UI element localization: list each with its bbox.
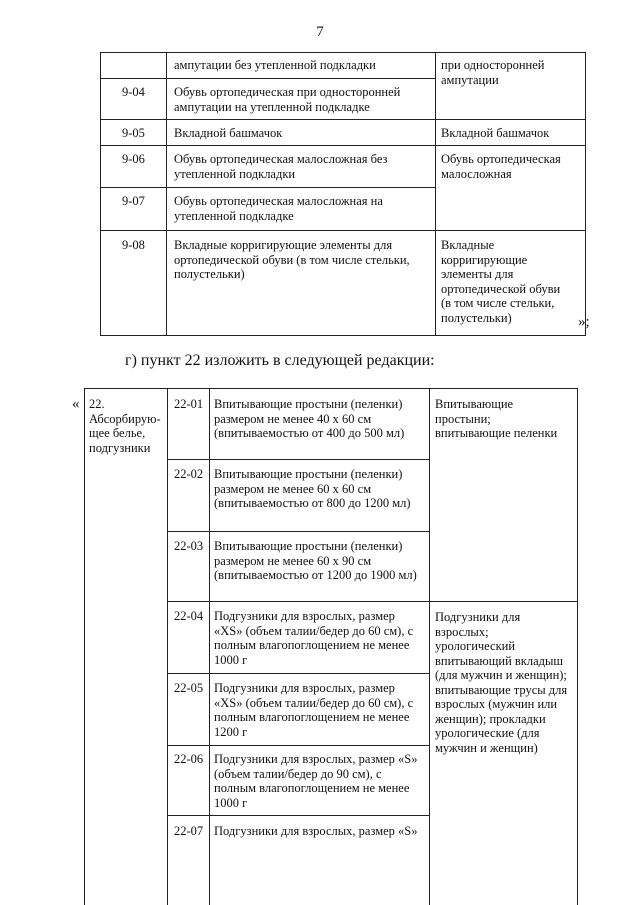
- table2-row-desc: Впитывающие простыни (пеленки) размером не менее 60 х 60 см (впитываемостью от 800 до 1200 мл): [214, 467, 411, 510]
- table1-group-label: Обувь ортопедическая малосложная: [441, 152, 561, 181]
- table1-row-code: 9-08: [122, 238, 145, 252]
- table2-row-desc: Впитывающие простыни (пеленки) размером не менее 60 х 90 см (впитываемостью от 1200 до 1900 мл): [214, 539, 417, 582]
- table1-row-desc: Обувь ортопедическая при односторонней ампутации на утепленной подкладке: [174, 85, 401, 114]
- table2-row-code: 22-07: [174, 824, 204, 838]
- table1-group-label: Вкладной башмачок: [441, 126, 550, 140]
- table2-row-code: 22-05: [174, 681, 204, 695]
- table1-row-code: 9-04: [122, 85, 145, 99]
- table2-row-desc: Впитывающие простыни (пеленки) размером не менее 40 х 60 см (впитываемостью от 400 до 500 мл): [214, 397, 405, 440]
- table2-row-desc: Подгузники для взрослых, размер «XS» (объем талии/бедер до 60 см), с полным влагопоглощением не менее 1200 г: [214, 681, 414, 739]
- amendment-instruction: г) пункт 22 изложить в следующей редакции:: [125, 352, 435, 369]
- table2-row-code: 22-03: [174, 539, 204, 553]
- table2-group-label: Подгузники для взрослых; урологический впитывающий вкладыш (для мужчин и женщин); впитывающие трусы для взрослых (мужчин или женщин); прокладки урологические (для мужчин и женщин): [435, 610, 568, 755]
- closing-quote-mark: »;: [578, 314, 590, 330]
- table2-row-code: 22-01: [174, 397, 204, 411]
- table1-row-code: 9-07: [122, 194, 145, 208]
- table1-row-desc: Вкладные корригирующие элементы для ортопедической обуви (в том числе стельки, полустельки): [174, 238, 410, 281]
- table1-row-code: 9-05: [122, 126, 145, 140]
- category-label: 22. Абсорбирую- щее белье, подгузники: [89, 397, 161, 455]
- table1-row-desc: Обувь ортопедическая малосложная без утепленной подкладки: [174, 152, 388, 181]
- table1-group-label: при односторонней ампутации: [441, 58, 545, 87]
- table2-row-code: 22-04: [174, 609, 204, 623]
- table2-group-label: Впитывающие простыни; впитывающие пеленки: [435, 397, 558, 440]
- table1-row-desc: Обувь ортопедическая малосложная на утепленной подкладке: [174, 194, 383, 223]
- table2-row-code: 22-02: [174, 467, 204, 481]
- page-number: 7: [316, 24, 324, 40]
- table1-group-label: Вкладные корригирующие элементы для ортопедической обуви (в том числе стельки, полустельки): [441, 238, 561, 325]
- table2-row-code: 22-06: [174, 752, 204, 766]
- table1-row-desc: Вкладной башмачок: [174, 126, 283, 140]
- table1-row-desc: ампутации без утепленной подкладки: [174, 58, 376, 72]
- table1-row-code: 9-06: [122, 152, 145, 166]
- table2-row-desc: Подгузники для взрослых, размер «S» (объем талии/бедер до 90 см), с полным влагопоглощением не менее 1000 г: [214, 752, 418, 810]
- table2-row-desc: Подгузники для взрослых, размер «XS» (объем талии/бедер до 60 см), с полным влагопоглощением не менее 1000 г: [214, 609, 414, 667]
- opening-quote-mark: «: [72, 396, 80, 412]
- table2-row-desc: Подгузники для взрослых, размер «S»: [214, 824, 418, 838]
